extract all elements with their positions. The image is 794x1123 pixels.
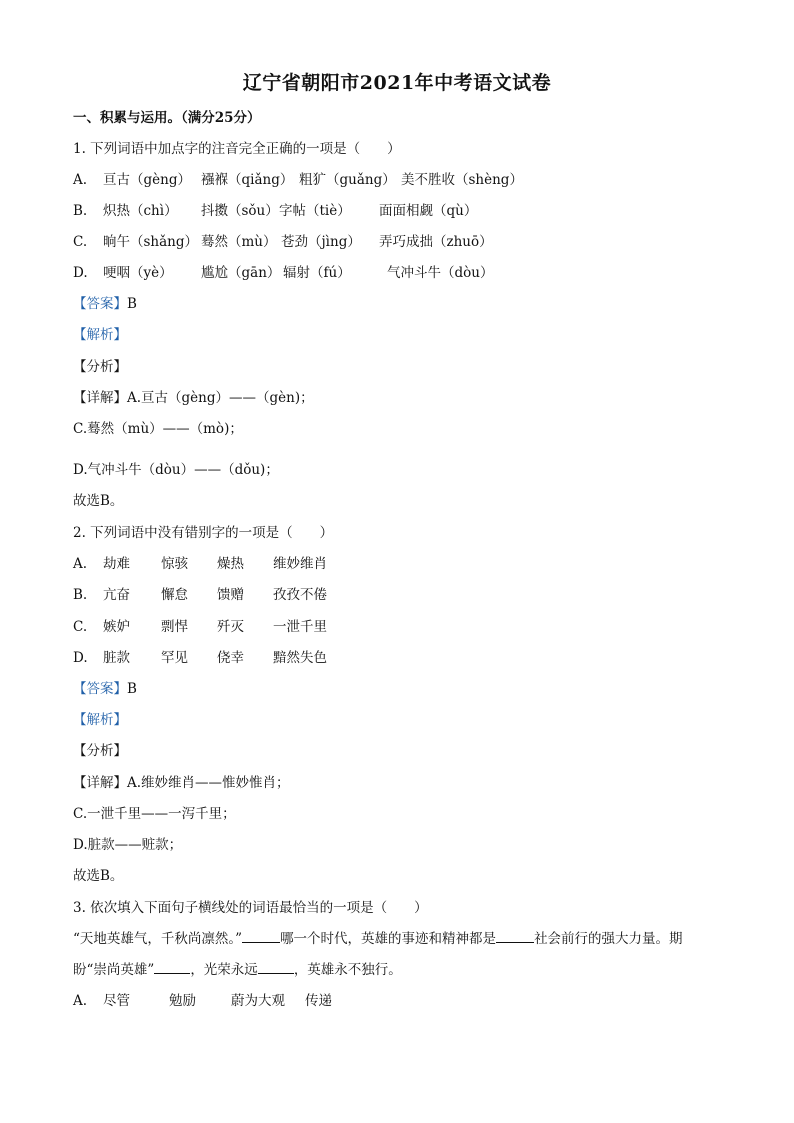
- passage-text: “天地英雄气，千秋尚凛然。”: [73, 931, 243, 947]
- option-item: 苍劲（jìng）: [281, 234, 361, 250]
- page-title: 辽宁省朝阳市2021年中考语文试卷: [242, 72, 552, 94]
- option-label: C.: [73, 619, 88, 635]
- q2-stem: 2. 下列词语中没有错别字的一项是（ ）: [73, 525, 334, 541]
- option-item: 懈怠: [161, 587, 188, 603]
- option-item: 尽管: [103, 993, 130, 1009]
- fill-blank-3: [154, 961, 190, 974]
- option-item: 一泄千里: [273, 619, 327, 635]
- fill-blank-4: [258, 961, 294, 974]
- q1-option-b: [73, 201, 477, 221]
- q1-fenxi-tag: 【分析】: [73, 359, 127, 375]
- passage-text: ，英雄永不独行。: [293, 962, 402, 978]
- q1-jiexi-tag: 【解析】: [73, 327, 127, 343]
- detail-text: A.亘古（gèng）——（gèn)；: [127, 390, 314, 406]
- option-label: A.: [73, 556, 88, 572]
- passage-text: ，光荣永远: [190, 962, 258, 978]
- q2-jiexi-tag: 【解析】: [73, 712, 127, 728]
- option-item: 蓦然（mù）: [201, 234, 277, 250]
- option-item: 脏款: [103, 650, 130, 666]
- option-item: 弄巧成拙（zhuō）: [379, 234, 493, 250]
- q1-detail-3: D.气冲斗牛（dòu）——（dǒu)；: [73, 462, 279, 478]
- option-item: 馈赠: [217, 587, 244, 603]
- q1-conclusion: 故选B。: [73, 493, 124, 509]
- option-label: B.: [73, 587, 88, 603]
- option-item: 亘古（gèng）: [103, 172, 191, 188]
- q3-stem: 3. 依次填入下面句子横线处的词语最恰当的一项是（ ）: [73, 900, 428, 916]
- answer-value: B: [127, 296, 137, 312]
- fill-blank-1: [242, 930, 280, 943]
- q1-option-d: [73, 263, 493, 283]
- q1-stem: 1. 下列词语中加点字的注音完全正确的一项是（ ）: [73, 141, 401, 157]
- option-item: 歼灭: [217, 619, 244, 635]
- q3-passage-line-1: [73, 929, 683, 949]
- option-item: 抖擞（sǒu）: [201, 203, 279, 219]
- q1-detail-1: [73, 388, 314, 408]
- q3-option-a: [73, 991, 332, 1011]
- q3-passage-line-2: [73, 960, 402, 980]
- detail-tag: 【详解】: [73, 390, 127, 406]
- option-item: 勉励: [169, 993, 196, 1009]
- option-item: 孜孜不倦: [273, 587, 327, 603]
- q2-detail-3: D.脏款——赃款；: [73, 837, 183, 853]
- option-label: D.: [73, 265, 88, 281]
- answer-value: B: [127, 681, 137, 697]
- option-item: 传递: [305, 993, 332, 1009]
- option-label: D.: [73, 650, 88, 666]
- option-item: 亢奋: [103, 587, 130, 603]
- q1-option-a: [73, 170, 523, 190]
- detail-tag: 【详解】: [73, 775, 127, 791]
- option-item: 燥热: [217, 556, 244, 572]
- q2-fenxi-tag: 【分析】: [73, 743, 127, 759]
- q1-option-c: [73, 232, 493, 252]
- option-item: 蔚为大观: [231, 993, 285, 1009]
- option-item: 黯然失色: [273, 650, 327, 666]
- q2-option-c: [73, 617, 327, 637]
- q1-detail-2: C.蓦然（mù）——（mò)；: [73, 421, 243, 437]
- option-item: 维妙维肖: [273, 556, 327, 572]
- q2-option-d: [73, 648, 327, 668]
- section-heading: 一、积累与运用。（满分25分）: [73, 110, 261, 126]
- fill-blank-2: [496, 930, 534, 943]
- option-item: 剽悍: [161, 619, 188, 635]
- option-item: 美不胜收（shèng）: [401, 172, 523, 188]
- option-item: 罕见: [161, 650, 188, 666]
- option-item: 气冲斗牛（dòu）: [387, 265, 494, 281]
- option-item: 劫难: [103, 556, 130, 572]
- option-item: 嫉妒: [103, 619, 130, 635]
- passage-text: 哪一个时代，英雄的事迹和精神都是: [280, 931, 497, 947]
- option-item: 辐射（fú）: [283, 265, 351, 281]
- q1-answer: [73, 294, 137, 314]
- option-label: C.: [73, 234, 88, 250]
- option-item: 字帖（tiè）: [279, 203, 351, 219]
- passage-text: 社会前行的强大力量。期: [534, 931, 683, 947]
- option-item: 襁褓（qiǎng）: [201, 172, 294, 188]
- passage-text: 盼“崇尚英雄”: [73, 962, 155, 978]
- option-item: 炽热（chì）: [103, 203, 178, 219]
- detail-text: A.维妙维肖——惟妙惟肖；: [127, 775, 290, 791]
- option-item: 粗犷（guǎng）: [299, 172, 396, 188]
- option-label: A.: [73, 172, 88, 188]
- option-label: A.: [73, 993, 88, 1009]
- q2-option-a: [73, 554, 327, 574]
- q2-conclusion: 故选B。: [73, 868, 124, 884]
- option-item: 面面相觑（qù）: [379, 203, 478, 219]
- q2-detail-1: [73, 773, 290, 793]
- option-item: 哽咽（yè）: [103, 265, 173, 281]
- option-item: 惊骇: [161, 556, 188, 572]
- answer-tag: 【答案】: [73, 681, 127, 697]
- option-label: B.: [73, 203, 88, 219]
- q2-option-b: [73, 585, 327, 605]
- q2-answer: [73, 679, 137, 699]
- option-item: 侥幸: [217, 650, 244, 666]
- option-item: 尴尬（gān）: [201, 265, 281, 281]
- option-item: 晌午（shǎng）: [103, 234, 199, 250]
- answer-tag: 【答案】: [73, 296, 127, 312]
- q2-detail-2: C.一泄千里——一泻千里；: [73, 806, 236, 822]
